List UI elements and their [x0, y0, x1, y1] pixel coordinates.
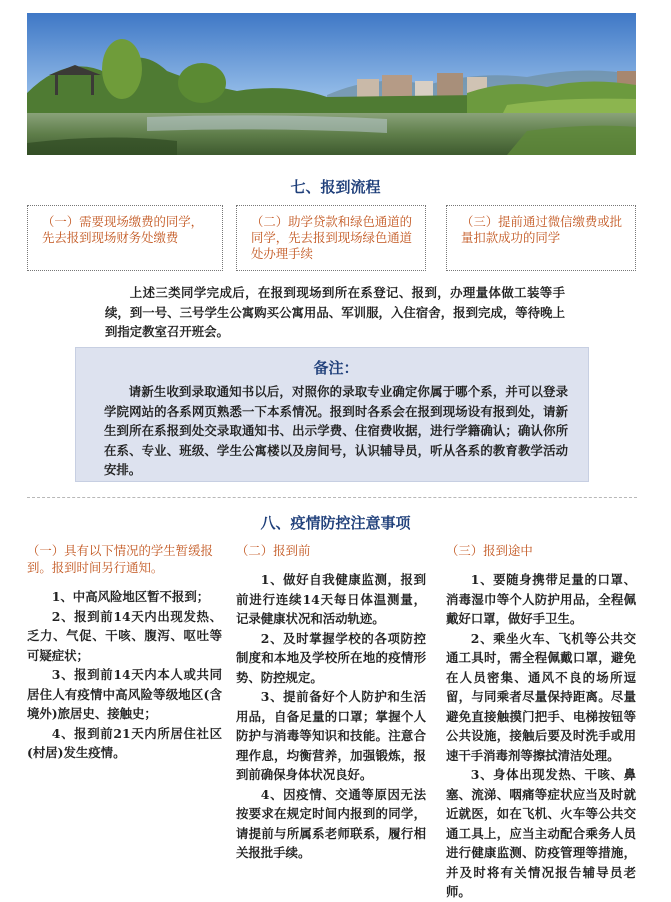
- list-item: 3、提前备好个人防护和生活用品，自备足量的口罩；掌握个人防护与消毒等知识和技能。注意合理作息，均衡营养，加强锻炼，报到前确保身体状况良好。: [236, 689, 426, 782]
- section-title-registration-process: 七、报到流程: [290, 178, 381, 196]
- list-item: 3、身体出现发热、干咳、鼻塞、流涕、咽痛等症状应当及时就近就医，如在飞机、火车等公共交通工具上，应当主动配合乘务人员进行健康监测、防疫管理等措施，并及时将有关情况报告辅导员老师。: [446, 767, 636, 899]
- column-before-registration: [236, 542, 426, 863]
- list-item: 4、报到前21天内所居住社区(村居)发生疫情。: [27, 725, 222, 760]
- step-text-1: （一）需要现场缴费的同学，先去报到现场财务处缴费: [42, 214, 204, 245]
- list-item: 1、要随身携带足量的口罩、消毒湿巾等个人防护用品，全程佩戴好口罩，做好手卫生。: [446, 572, 636, 626]
- section-title-epidemic-prevention: 八、疫情防控注意事项: [260, 514, 411, 532]
- section-divider: [27, 497, 637, 498]
- list-item: 3、报到前14天内本人或共同居住人有疫情中高风险等级地区(含境外)旅居史、接触史；: [27, 667, 222, 721]
- registration-summary-paragraph: 上述三类同学完成后，在报到现场到所在系登记、报到，办理量体做工装等手续，到一号、三号学生公寓购买公寓用品、军训服，入住宿舍，报到完成，等待晚上到指定教室召开班会。: [105, 285, 565, 339]
- step-card-2: [236, 205, 426, 271]
- step-card-1: [27, 205, 223, 271]
- step-text-2: （二）助学贷款和绿色通道的同学，先去报到现场绿色通道处办理手续: [251, 214, 413, 261]
- list-item: 2、及时掌握学校的各项防控制度和本地及学校所在地的疫情形势、防控规定。: [236, 630, 426, 685]
- list-item: 2、乘坐火车、飞机等公共交通工具时，需全程佩戴口罩，避免在人员密集、通风不良的场所逗留，与同乘者尽量保持距离。尽量避免直接触摸门把手、电梯按钮等公共设施，接触后要及时洗手或用速干手消毒剂等擦拭清洁处理。: [446, 630, 636, 763]
- column-on-the-way: [446, 542, 636, 902]
- column-heading-postpone: （一）具有以下情况的学生暂缓报到。报到时间另行通知。: [27, 543, 213, 575]
- list-item: 1、做好自我健康监测，报到前进行连续14天每日体温测量，记录健康状况和活动轨迹。: [236, 572, 426, 626]
- campus-lake-landscape-icon: [27, 13, 636, 155]
- note-box: [75, 347, 589, 482]
- step-text-3: （三）提前通过微信缴费或批量扣款成功的同学: [461, 214, 623, 245]
- list-item: 4、因疫情、交通等原因无法按要求在规定时间内报到的同学，请提前与所属系老师联系，履行相关报批手续。: [236, 786, 426, 860]
- column-postpone-registration: [27, 542, 222, 763]
- list-item: 2、报到前14天内出现发热、乏力、气促、干咳、腹泻、呕吐等可疑症状；: [27, 608, 222, 663]
- column-heading-before: （二）报到前: [236, 543, 311, 558]
- column-heading-on-the-way: （三）报到途中: [446, 543, 533, 558]
- campus-lake-photo: [27, 13, 636, 155]
- list-item: 1、中高风险地区暂不报到；: [51, 589, 210, 604]
- step-card-3: [446, 205, 636, 271]
- note-body: 请新生收到录取通知书以后，对照你的录取专业确定你属于哪个系，并可以登录学院网站的各系网页熟悉一下本系情况。报到时各系会在报到现场设有报到处，请新生到所在系报到处交录取通知书、出示学费、住宿费收据，进行学籍确认；确认你所在系、专业、班级、学生公寓楼以及房间号，认识辅导员，听从各系的教育教学活动安排。: [104, 384, 568, 477]
- note-title: 备注：: [313, 359, 359, 377]
